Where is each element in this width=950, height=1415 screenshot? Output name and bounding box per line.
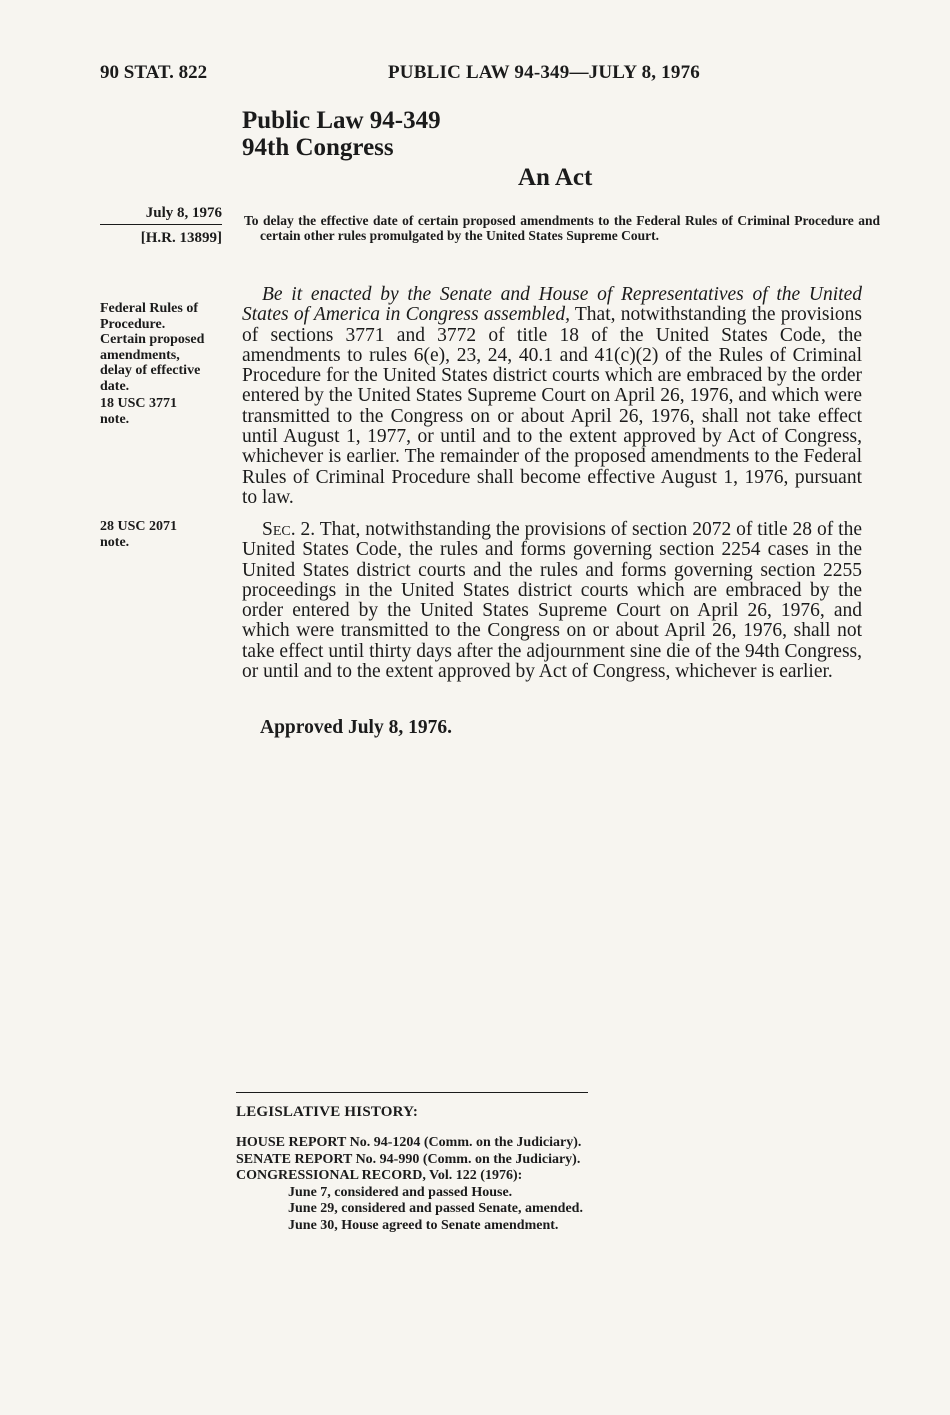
date-box bbox=[100, 203, 222, 248]
section-2-label: Sec. 2. bbox=[262, 519, 316, 540]
public-law-number: Public Law 94-349 bbox=[242, 107, 441, 134]
history-action: June 30, House agreed to Senate amendment. bbox=[288, 1217, 559, 1233]
approval-line: Approved July 8, 1976. bbox=[260, 717, 452, 738]
enacting-clause: Be it enacted by the Senate and House of Representatives of the United States of America in Congress assembled, bbox=[242, 284, 862, 326]
margin-note-line: note. bbox=[100, 411, 130, 427]
margin-note-line: delay of effective bbox=[100, 363, 201, 378]
section-1-text: That, notwithstanding the provisions of sections 3771 and 3772 of title 18 of the United States Code, the amendments to rules 6(e), 23, 24, 40.1 and 41(c)(2) of the Rules of Criminal Procedure for the United States district courts which are embraced by the order entered by the United States Supreme Court on April 26, 1976, and which were transmitted to the Congress on or about April 26, 1976, shall not take effect until August 1, 1977, or until and to the extent approved by Act of Congress, whichever is earlier. The remainder of the proposed amendments to the Federal Rules of Criminal Procedure shall become effective August 1, 1976, pursuant to law. bbox=[242, 304, 862, 508]
margin-note-line: Procedure. bbox=[100, 316, 166, 332]
act-heading: An Act bbox=[518, 164, 593, 191]
margin-note-line: 28 USC 2071 bbox=[100, 519, 178, 534]
history-action: June 7, considered and passed House. bbox=[288, 1184, 513, 1200]
margin-note-section-1 bbox=[100, 301, 225, 427]
enactment-date: July 8, 1976 bbox=[145, 205, 222, 221]
congressional-record: CONGRESSIONAL RECORD, Vol. 122 (1976): bbox=[236, 1168, 523, 1183]
purpose-clause: To delay the effective date of certain proposed amendments to the Federal Rules of Criminal Procedure and certain other rules promulgated by the United States Supreme Court. bbox=[244, 213, 880, 243]
legislative-history-heading: LEGISLATIVE HISTORY: bbox=[236, 1104, 419, 1120]
date-rule bbox=[100, 224, 222, 225]
bill-number: [H.R. 13899] bbox=[140, 230, 222, 246]
section-2-text: That, notwithstanding the provisions of section 2072 of title 28 of the United States Code, the rules and forms governing section 2254 cases in the United States district courts and the rules and forms governing section 2255 proceedings in the United States district courts which are embraced by the order entered by the United States Supreme Court on April 26, 1976, and which were transmitted to the Congress on or about April 26, 1976, shall not take effect until thirty days after the adjournment sine die of the 94th Congress, or until and to the extent approved by Act of Congress, whichever is earlier. bbox=[242, 519, 862, 683]
legislative-history bbox=[236, 1135, 583, 1234]
house-report: HOUSE REPORT No. 94-1204 (Comm. on the Judiciary). bbox=[236, 1135, 582, 1150]
history-rule bbox=[236, 1092, 588, 1093]
senate-report: SENATE REPORT No. 94-990 (Comm. on the Judiciary). bbox=[236, 1151, 581, 1167]
section-2 bbox=[242, 520, 862, 682]
congress-number: 94th Congress bbox=[242, 134, 394, 161]
margin-note-line: amendments, bbox=[100, 347, 180, 363]
margin-note-line: note. bbox=[100, 534, 130, 550]
running-title: PUBLIC LAW 94-349—JULY 8, 1976 bbox=[388, 62, 700, 83]
margin-note-line: 18 USC 3771 bbox=[100, 396, 178, 411]
margin-note-line: Certain proposed bbox=[100, 332, 205, 347]
stat-page-number: 90 STAT. 822 bbox=[100, 62, 208, 83]
margin-note-line: Federal Rules of bbox=[100, 301, 198, 316]
section-1 bbox=[242, 285, 862, 508]
margin-note-section-2 bbox=[100, 519, 225, 550]
history-action: June 29, considered and passed Senate, amended. bbox=[288, 1201, 583, 1216]
margin-note-line: date. bbox=[100, 378, 130, 394]
